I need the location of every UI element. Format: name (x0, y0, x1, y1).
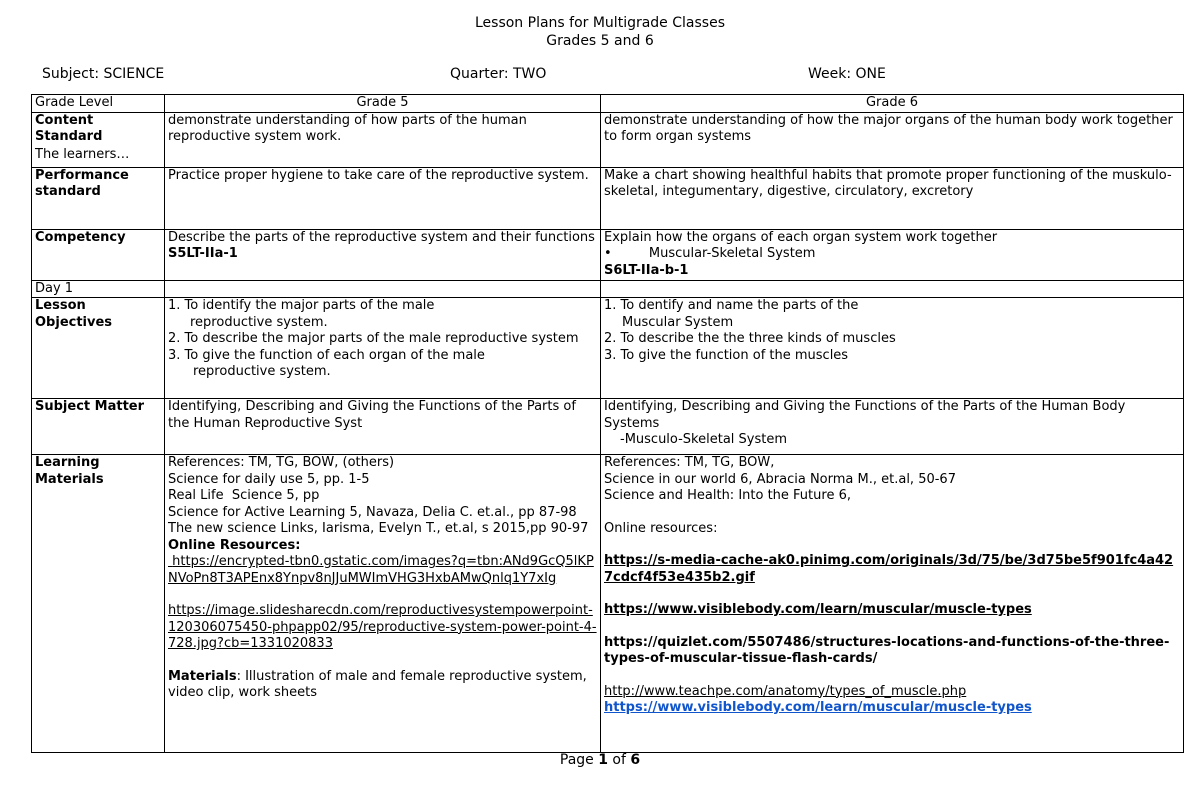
competency-grade-6-bullet: • Muscular-Skeletal System (604, 246, 816, 261)
table-row-subject-matter (32, 399, 1184, 455)
objective-item: 1. To dentify and name the parts of the (604, 298, 859, 313)
table-header-row (32, 95, 1184, 113)
performance-standard-grade-6: Make a chart showing healthful habits that promote proper functioning of the muskulo-skeletal, integumentary, digestive, circulatory, excretory (601, 167, 1184, 229)
learning-materials-grade-6 (601, 455, 1184, 753)
day-grade-6 (601, 280, 1184, 298)
content-standard-label: Content Standard (35, 112, 103, 144)
reference-item: The new science Links, Iarisma, Evelyn T., et.al, s 2015,pp 90-97 (168, 521, 589, 536)
resource-link[interactable]: https://www.visiblebody.com/learn/muscular/muscle-types (604, 602, 1032, 617)
spacer (168, 653, 597, 669)
content-standard-grade-5: demonstrate understanding of how parts of the human reproductive system work. (165, 112, 601, 167)
document-subtitle: Grades 5 and 6 (546, 33, 654, 49)
objectives-label: Lesson Objectives (32, 298, 165, 399)
page-number: 1 (598, 752, 608, 768)
competency-grade-6 (601, 229, 1184, 280)
subject-matter-grade-6-text: Identifying, Describing and Giving the Functions of the Parts of the Human Body Systems (604, 399, 1130, 431)
competency-grade-5-code: S5LT-IIa-1 (168, 246, 238, 261)
online-resources-label: Online Resources: (168, 537, 301, 553)
footer-prefix: Page (559, 752, 599, 768)
day-label: Day 1 (32, 280, 165, 298)
objective-item: Muscular System (622, 314, 734, 330)
spacer (604, 537, 1180, 553)
resource-link[interactable]: https://quizlet.com/5507486/structures-locations-and-functions-of-the-three-types-of-muscular-tissue-flash-cards/ (604, 634, 1170, 666)
table-row-day (32, 280, 1184, 298)
table-row-objectives (32, 298, 1184, 399)
competency-label: Competency (32, 229, 165, 280)
competency-grade-5 (165, 229, 601, 280)
reference-item: Science in our world 6, Abracia Norma M., et.al, 50-67 (604, 471, 956, 487)
table-row-content-standard (32, 112, 1184, 167)
resource-link[interactable]: https://www.visiblebody.com/learn/muscular/muscle-types (604, 700, 1032, 715)
objectives-grade-5 (165, 298, 601, 399)
resource-link[interactable]: https://image.slidesharecdn.com/reproductivesystempowerpoint-120306075450-phpapp02/95/reproductive-system-power-point-4-728.jpg?cb=1331020833 (168, 603, 597, 651)
materials-label: Materials (168, 668, 237, 684)
learners-sublabel: The learners… (35, 146, 130, 162)
lesson-plan-table (31, 94, 1184, 753)
materials-line (168, 669, 597, 702)
objective-item: 3. To give the function of each organ of the male (168, 347, 485, 363)
quarter-label: Quarter: TWO (450, 66, 547, 82)
competency-grade-5-text: Describe the parts of the reproductive system and their functions (168, 229, 595, 245)
header-grade-5: Grade 5 (165, 95, 601, 113)
day-grade-5 (165, 280, 601, 298)
table-row-competency (32, 229, 1184, 280)
footer-mid: of (607, 752, 631, 768)
resource-link[interactable]: https://s-media-cache-ak0.pinimg.com/originals/3d/75/be/3d75be5f901fc4a427cdcf4f53e435b2.gif (604, 553, 1174, 585)
page-total: 6 (630, 752, 641, 768)
objective-item: reproductive system. (190, 314, 328, 330)
reference-item: References: TM, TG, BOW, (others) (168, 455, 395, 470)
competency-grade-6-code: S6LT-IIa-b-1 (604, 262, 689, 278)
subject-label: Subject: SCIENCE (42, 66, 165, 82)
subject-matter-grade-5: Identifying, Describing and Giving the Functions of the Parts of the Human Reproductive Syst (165, 399, 601, 455)
table-row-performance-standard (32, 167, 1184, 229)
page-footer (0, 752, 1200, 769)
competency-grade-6-text: Explain how the organs of each organ system work together (604, 229, 998, 245)
subject-matter-grade-6 (601, 399, 1184, 455)
week-label: Week: ONE (808, 66, 886, 82)
performance-standard-label: Performance standard (32, 167, 165, 229)
spacer (604, 505, 1180, 521)
content-standard-grade-6: demonstrate understanding of how the major organs of the human body work together to form organ systems (601, 112, 1184, 167)
spacer (604, 619, 1180, 635)
spacer (604, 668, 1180, 684)
reference-item: Science for daily use 5, pp. 1-5 (168, 471, 370, 487)
learning-materials-grade-5 (165, 455, 601, 753)
reference-item: References: TM, TG, BOW, (604, 455, 775, 470)
materials-text: : Illustration of male and female reproductive system, video clip, work sheets (168, 668, 591, 700)
objective-item: reproductive system. (193, 364, 331, 379)
objective-item: 3. To give the function of the muscles (604, 347, 849, 363)
performance-standard-grade-5: Practice proper hygiene to take care of the reproductive system. (165, 167, 601, 229)
subject-matter-label: Subject Matter (32, 399, 165, 455)
header-grade-level: Grade Level (32, 95, 165, 113)
reference-item: Science and Health: Into the Future 6, (604, 488, 851, 503)
spacer (604, 586, 1180, 602)
objective-item: 2. To describe the the three kinds of muscles (604, 331, 896, 346)
learning-materials-label: Learning Materials (32, 455, 165, 753)
online-resources-label: Online resources: (604, 520, 718, 536)
reference-item: Science for Active Learning 5, Navaza, Delia C. et.al., pp 87-98 (168, 504, 577, 520)
objective-item: 1. To identify the major parts of the male (168, 298, 435, 313)
objective-item: 2. To describe the major parts of the male reproductive system (168, 331, 579, 346)
subject-matter-grade-6-sub: -Musculo-Skeletal System (620, 432, 788, 447)
resource-link[interactable]: http://www.teachpe.com/anatomy/types_of_muscle.php (604, 683, 967, 699)
header-grade-6: Grade 6 (601, 95, 1184, 113)
row-label-content-standard (32, 112, 165, 167)
resource-link[interactable]: https://encrypted-tbn0.gstatic.com/images?q=tbn:ANd9GcQ5lKPNVoPn8T3APEnx8Ynpv8nJJuMWImVHG3HxbAMwQnlq1Y7xIg (168, 554, 594, 586)
reference-item: Real Life Science 5, pp (168, 488, 320, 503)
document-title: Lesson Plans for Multigrade Classes (474, 15, 725, 31)
table-row-learning-materials (32, 455, 1184, 753)
spacer (168, 587, 597, 603)
objectives-grade-6 (601, 298, 1184, 399)
